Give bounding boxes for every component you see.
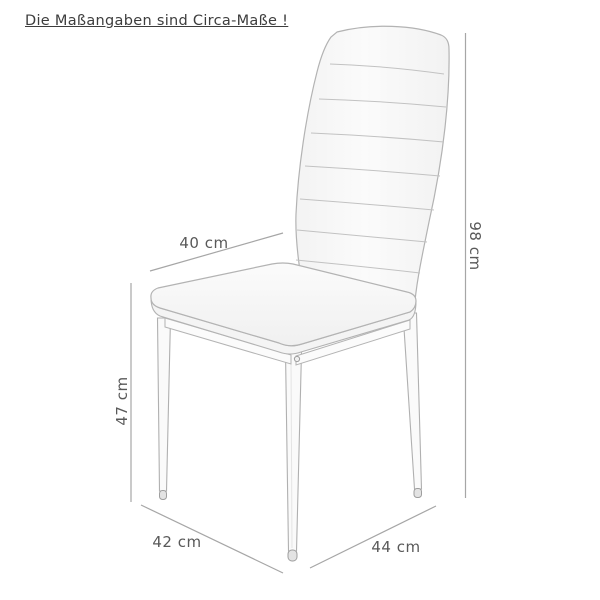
chair-leg-back-right (403, 313, 422, 489)
chair-leg-front-center (286, 352, 302, 551)
dim-label-depth-left: 42 cm (152, 533, 202, 551)
dim-label-total-height: 98 cm (466, 221, 484, 271)
chair-backrest (296, 26, 449, 312)
chair-foot-front-left (160, 491, 167, 500)
chair-foot-front-center (288, 550, 297, 561)
dim-label-seat-width: 40 cm (179, 234, 229, 252)
dim-label-seat-height: 47 cm (113, 376, 131, 426)
chair-leg-front-left (158, 318, 171, 491)
diagram-title: Die Maßangaben sind Circa-Maße ! (25, 13, 289, 29)
dim-label-depth-right: 44 cm (371, 538, 421, 556)
chair-foot-back-right (414, 489, 422, 498)
dimension-line-depth-right (310, 506, 436, 568)
chair-screw-detail (294, 356, 299, 361)
